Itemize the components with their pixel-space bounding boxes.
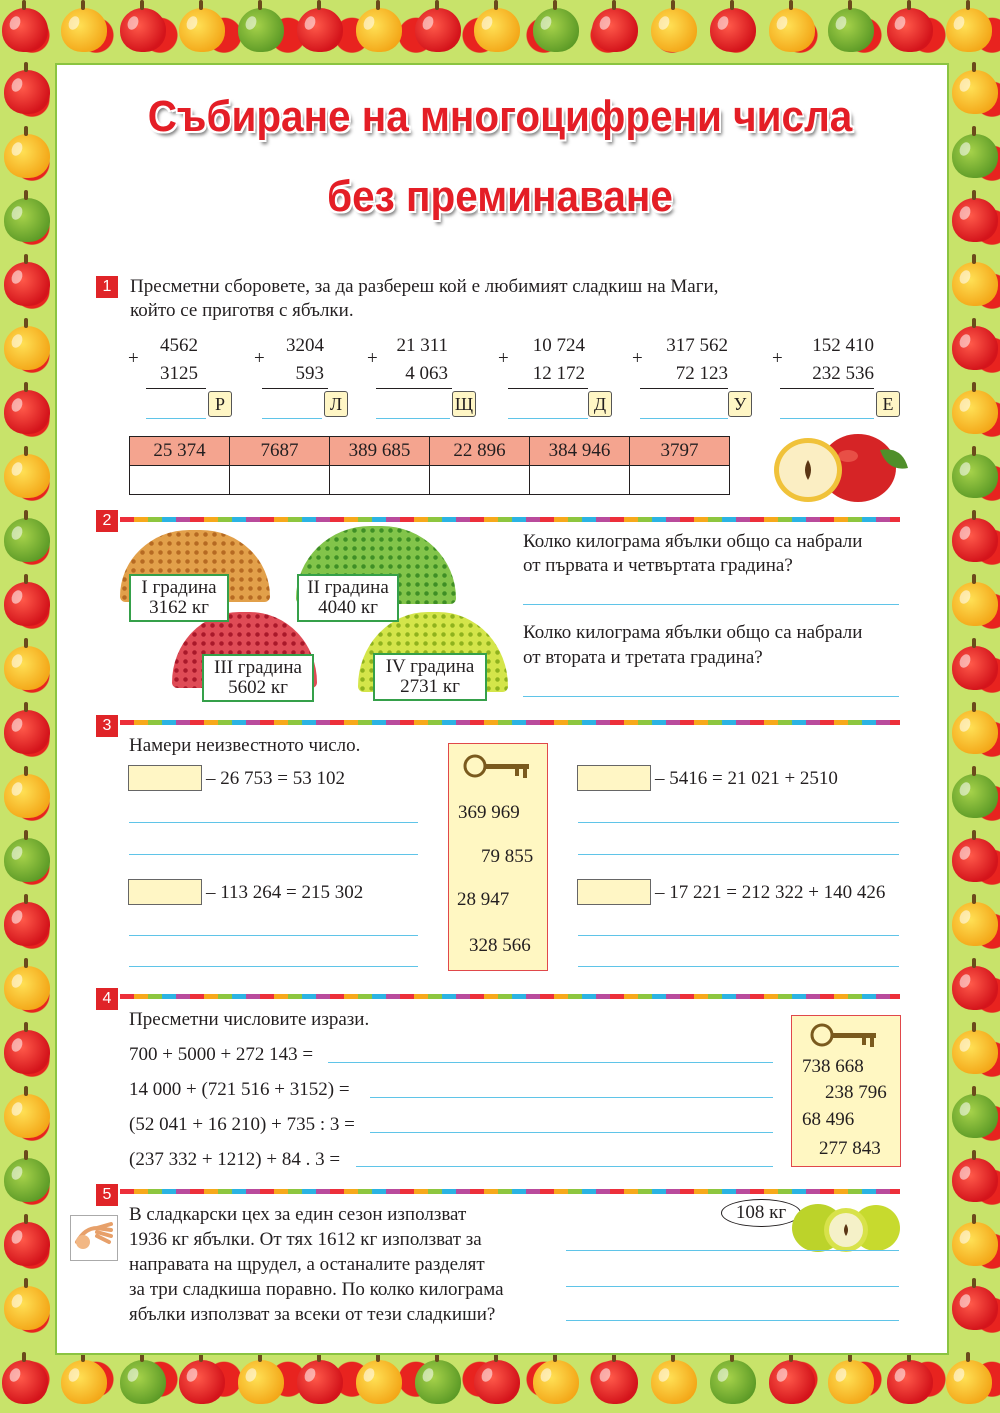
apple-decoration (651, 8, 697, 52)
plus-sign: + (254, 348, 265, 369)
addend-b: 232 536 (812, 363, 874, 384)
apple-decoration (238, 1360, 284, 1404)
answer-cell[interactable] (530, 466, 630, 495)
plus-sign: + (498, 348, 509, 369)
section-divider (120, 720, 900, 725)
apple-decoration (592, 8, 638, 52)
apple-decoration (179, 8, 225, 52)
apple-decoration (61, 1360, 107, 1404)
addend-a: 3204 (286, 335, 324, 356)
task1-text-line1: Пресметни сборовете, за да разбереш кой е любимият сладкиш на Маги, (130, 276, 719, 297)
plus-sign: + (128, 348, 139, 369)
apple-decoration (4, 518, 50, 562)
garden-amount: 2731 кг (400, 676, 460, 697)
plus-sign: + (367, 348, 378, 369)
garden-label-1 (129, 574, 229, 622)
addend-a: 21 311 (396, 335, 448, 356)
key-value: 68 496 (802, 1109, 855, 1130)
code-table (129, 436, 730, 495)
answer-line[interactable] (370, 1132, 773, 1133)
garden-name: III градина (214, 657, 302, 678)
answer-cell[interactable] (130, 466, 230, 495)
letter-box: У (728, 391, 752, 417)
addend-b: 12 172 (532, 363, 585, 384)
task4-expression-2: 14 000 + (721 516 + 3152) = (129, 1079, 350, 1100)
apple-decoration (4, 582, 50, 626)
task5-line: ябълки използват за всеки от тези сладкиши? (129, 1304, 496, 1325)
answer-line[interactable] (578, 854, 899, 855)
apple-decoration (710, 1360, 756, 1404)
apple-decoration (4, 902, 50, 946)
apple-decoration (828, 1360, 874, 1404)
task3-equation-2: – 113 264 = 215 302 (206, 882, 364, 903)
apple-decoration (4, 710, 50, 754)
apple-decoration (887, 1360, 933, 1404)
apple-decoration (769, 1360, 815, 1404)
task-number-2: 2 (96, 510, 118, 532)
addend-b: 593 (295, 363, 324, 384)
apple-decoration (4, 1158, 50, 1202)
answer-line[interactable] (129, 822, 418, 823)
answer-cell[interactable] (330, 466, 430, 495)
task2-question1-line2: от първата и четвъртата градина? (523, 555, 793, 576)
answer-line[interactable] (566, 1320, 899, 1321)
letter-box: Е (876, 391, 900, 417)
task5-line: В сладкарски цех за един сезон използват (129, 1204, 467, 1225)
answer-line[interactable] (578, 935, 899, 936)
apple-decoration (415, 1360, 461, 1404)
apple-decoration (592, 1360, 638, 1404)
unknown-number-box-1[interactable] (128, 765, 202, 791)
code-cell: 3797 (630, 437, 730, 466)
answer-line[interactable] (523, 696, 899, 697)
apple-decoration (4, 1030, 50, 1074)
apple-decoration (4, 1286, 50, 1330)
answer-line[interactable] (356, 1166, 773, 1167)
addend-b: 3125 (160, 363, 198, 384)
apple-decoration (952, 1222, 998, 1266)
apple-decoration (952, 1286, 998, 1330)
task1-text-line2: който се приготвя с ябълки. (130, 300, 354, 321)
apple-decoration (710, 8, 756, 52)
answer-cell[interactable] (230, 466, 330, 495)
apple-decoration (4, 454, 50, 498)
apple-decoration (4, 390, 50, 434)
green-apples-illustration (790, 1196, 902, 1254)
apple-decoration (356, 1360, 402, 1404)
apple-decoration (946, 1360, 992, 1404)
apple-decoration (952, 1030, 998, 1074)
answer-line[interactable] (129, 935, 418, 936)
apple-decoration (769, 8, 815, 52)
apple-decoration (952, 326, 998, 370)
apple-decoration (4, 838, 50, 882)
answer-line[interactable] (328, 1062, 773, 1063)
answer-line[interactable] (129, 854, 418, 855)
apple-decoration (887, 8, 933, 52)
task4-expression-3: (52 041 + 16 210) + 735 : 3 = (129, 1114, 355, 1135)
garden-name: I градина (141, 577, 217, 598)
task-number-1: 1 (96, 276, 118, 298)
apple-decoration (952, 710, 998, 754)
code-cell: 389 685 (330, 437, 430, 466)
apple-decoration (297, 1360, 343, 1404)
hint-oval: 108 кг (721, 1199, 801, 1227)
apple-decoration (946, 8, 992, 52)
apple-decoration (952, 902, 998, 946)
letter-box: Р (208, 391, 232, 417)
unknown-number-box-3[interactable] (577, 765, 651, 791)
answer-line[interactable] (566, 1250, 899, 1251)
code-cell: 7687 (230, 437, 330, 466)
task3-equation-3: – 5416 = 21 021 + 2510 (655, 768, 838, 789)
garden-label-3 (202, 654, 314, 702)
apple-decoration (4, 646, 50, 690)
apple-decoration (474, 8, 520, 52)
task2-question2-line1: Колко килограма ябълки общо са набрали (523, 622, 863, 643)
plus-sign: + (772, 348, 783, 369)
apple-decoration (651, 1360, 697, 1404)
page-title-line2: без преминаване (327, 172, 673, 221)
code-cell: 22 896 (430, 437, 530, 466)
task3-equation-1: – 26 753 = 53 102 (206, 768, 345, 789)
answer-cell[interactable] (630, 466, 730, 495)
addend-a: 152 410 (812, 335, 874, 356)
code-cell: 25 374 (130, 437, 230, 466)
apple-decoration (4, 326, 50, 370)
task-number-4: 4 (96, 988, 118, 1010)
letter-box: Л (324, 391, 348, 417)
apple-decoration (952, 518, 998, 562)
section-divider (120, 1189, 900, 1194)
apple-decoration (238, 8, 284, 52)
answer-line[interactable] (523, 604, 899, 605)
apple-decoration (952, 838, 998, 882)
garden-name: II градина (307, 577, 389, 598)
letter-box: Щ (452, 391, 476, 417)
key-value: 79 855 (481, 846, 534, 867)
apple-decoration (533, 1360, 579, 1404)
apple-decoration (952, 646, 998, 690)
apple-decoration (297, 8, 343, 52)
apple-decoration (533, 8, 579, 52)
garden-amount: 3162 кг (149, 597, 209, 618)
plus-sign: + (632, 348, 643, 369)
task5-line: за три сладкиша поравно. По колко килограма (129, 1279, 504, 1300)
task-number-5: 5 (96, 1184, 118, 1206)
garden-label-4 (373, 653, 487, 701)
apple-decoration (4, 262, 50, 306)
answer-line[interactable] (566, 1286, 899, 1287)
task2-question1-line1: Колко килограма ябълки общо са набрали (523, 531, 863, 552)
answer-line[interactable] (370, 1097, 773, 1098)
apple-decoration (952, 1158, 998, 1202)
apple-decoration (4, 1094, 50, 1138)
page-title-line1: Събиране на многоцифрени числа (147, 92, 853, 141)
task-number-3: 3 (96, 715, 118, 737)
key-value: 277 843 (819, 1138, 881, 1159)
unknown-number-box-2[interactable] (128, 879, 202, 905)
apple-decoration (828, 8, 874, 52)
code-cell: 384 946 (530, 437, 630, 466)
key-value: 28 947 (457, 889, 510, 910)
apple-decoration (4, 1222, 50, 1266)
apple-decoration (61, 8, 107, 52)
unknown-number-box-4[interactable] (577, 879, 651, 905)
task4-expression-1: 700 + 5000 + 272 143 = (129, 1044, 314, 1065)
section-divider (120, 994, 900, 999)
key-value: 369 969 (458, 802, 520, 823)
apple-decoration (952, 454, 998, 498)
apple-decoration (952, 1094, 998, 1138)
garden-name: IV градина (385, 656, 475, 677)
key-icon (810, 1021, 880, 1049)
apple-decoration (952, 582, 998, 626)
task3-equation-4: – 17 221 = 212 322 + 140 426 (655, 882, 886, 903)
garden-amount: 5602 кг (228, 677, 288, 698)
apple-decoration (2, 1360, 48, 1404)
key-value: 738 668 (802, 1056, 864, 1077)
task5-line: 1936 кг ябълки. От тях 1612 кг използват за (129, 1229, 482, 1250)
apple-decoration (474, 1360, 520, 1404)
key-icon (463, 752, 533, 780)
section-divider (120, 517, 900, 522)
apple-decoration (2, 8, 48, 52)
key-value: 238 796 (825, 1082, 887, 1103)
answer-line[interactable] (578, 822, 899, 823)
apple-decoration (356, 8, 402, 52)
answer-cell[interactable] (430, 466, 530, 495)
addend-a: 10 724 (532, 335, 585, 356)
addend-a: 4562 (160, 335, 198, 356)
apple-illustration (770, 420, 910, 505)
key-value: 328 566 (469, 935, 531, 956)
apple-decoration (952, 390, 998, 434)
task4-expression-4: (237 332 + 1212) + 84 . 3 = (129, 1149, 341, 1170)
apple-decoration (415, 8, 461, 52)
addend-b: 4 063 (405, 363, 448, 384)
apple-decoration (952, 774, 998, 818)
hand-icon (70, 1215, 118, 1261)
addend-a: 317 562 (666, 335, 728, 356)
apple-decoration (179, 1360, 225, 1404)
answer-line[interactable] (129, 966, 418, 967)
answer-line[interactable] (578, 966, 899, 967)
apple-decoration (120, 8, 166, 52)
apple-decoration (952, 966, 998, 1010)
apple-decoration (4, 966, 50, 1010)
task5-line: направата на щрудел, а останалите разделят (129, 1254, 485, 1275)
task4-instruction: Пресметни числовите изрази. (129, 1009, 370, 1030)
addend-b: 72 123 (675, 363, 728, 384)
apple-decoration (4, 774, 50, 818)
task2-question2-line2: от втората и третата градина? (523, 647, 763, 668)
letter-box: Д (588, 391, 612, 417)
garden-amount: 4040 кг (318, 597, 378, 618)
garden-label-2 (297, 574, 399, 622)
apple-decoration (120, 1360, 166, 1404)
apple-decoration (952, 262, 998, 306)
task3-instruction: Намери неизвестното число. (129, 735, 361, 756)
